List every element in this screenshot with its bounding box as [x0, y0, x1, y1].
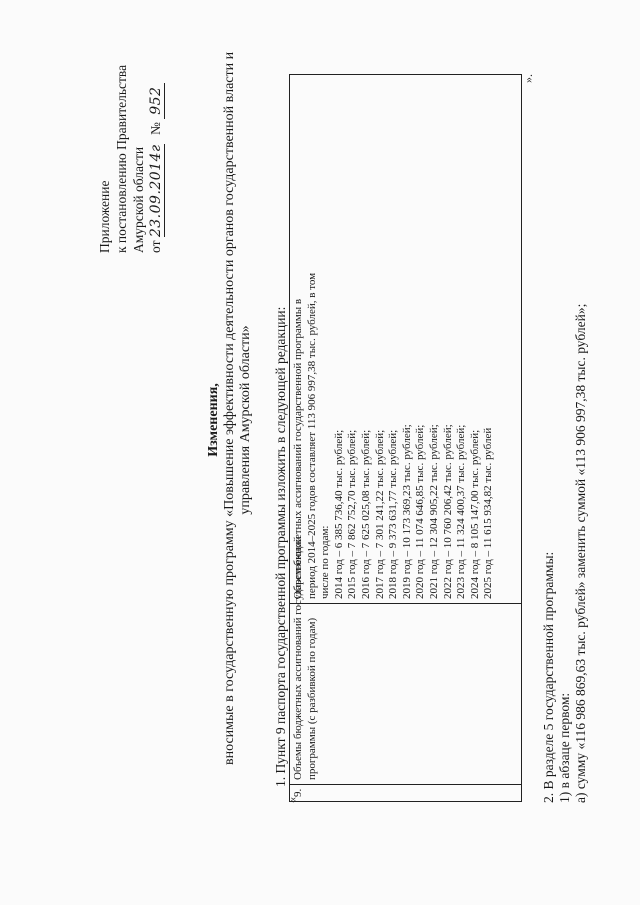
row-value-cell — [290, 75, 522, 604]
value-line: 2015 год – 7 862 752,70 тыс. рублей; — [346, 429, 359, 599]
value-line: числе по годам: — [319, 525, 332, 599]
value-line: 2024 год – 8 105 147,00 тыс. рублей; — [468, 429, 481, 599]
point-1-text: 1. Пункт 9 паспорта государственной программы изложить в следующей редакции: — [273, 306, 288, 787]
value-line: 2023 год – 11 324 400,37 тыс. рублей; — [455, 424, 468, 599]
document-heading — [206, 51, 254, 765]
number-prefix: № — [148, 122, 163, 136]
value-line: 2017 год – 7 301 241,22 тыс. рублей; — [373, 429, 386, 599]
point-2-line-3: а) сумму «116 986 869,63 тыс. рублей» заменить суммой «113 906 997,38 тыс. рублей»; — [573, 303, 588, 803]
date-prefix: от — [148, 240, 163, 253]
value-line: 2021 год – 12 304 905,22 тыс. рублей; — [427, 424, 440, 599]
point-2-line-2: 1) в абзаце первом: — [557, 692, 572, 803]
close-quote: ». — [521, 74, 535, 83]
passport-table — [289, 74, 522, 802]
value-line: 2018 год – 9 373 631,77 тыс. рублей; — [387, 429, 400, 599]
value-line: 2019 год – 10 173 369,23 тыс. рублей; — [400, 424, 413, 599]
point-2-block — [541, 304, 589, 803]
table-row — [290, 75, 522, 802]
appendix-date-line — [147, 65, 165, 253]
value-line: 2020 год – 11 074 646,85 тыс. рублей; — [414, 424, 427, 599]
value-line: 2022 год – 10 760 206,42 тыс. рублей; — [441, 424, 454, 599]
point-2-line-1: 2. В разделе 5 государственной программы: — [541, 551, 556, 803]
appendix-line-2: к постановлению Правительства — [114, 64, 129, 253]
date-handwritten: 23.09.2014г — [148, 144, 164, 238]
value-line: период 2014–2025 годов составляет 113 906 997,38 тыс. рублей, в том — [305, 272, 318, 599]
value-line: 2016 год – 7 625 025,08 тыс. рублей; — [359, 429, 372, 599]
row-name-line-2: программы (с разбивкой по годам) — [305, 617, 318, 780]
row-name-line-1: Объемы бюджетных ассигнований государственной — [292, 536, 304, 780]
value-line: 2025 год – 11 615 934,82 тыс. рублей — [482, 427, 495, 599]
appendix-line-1: Приложение — [97, 180, 112, 253]
open-quote: « — [285, 797, 299, 803]
heading-line-3: управления Амурской области» — [238, 325, 253, 515]
number-handwritten: 952 — [148, 83, 165, 119]
row-number: 9. — [290, 785, 522, 802]
appendix-line-3: Амурской области — [131, 146, 146, 253]
heading-title: Изменения, — [206, 383, 221, 457]
appendix-block — [96, 65, 165, 253]
heading-line-2: вносимые в государственную программу «Повышение эффективности деятельности органов государственной власти и — [222, 51, 237, 765]
value-line: 2014 год – 6 385 736,40 тыс. рублей; — [332, 429, 345, 599]
value-line: Объем бюджетных ассигнований государственной программы в — [292, 298, 304, 599]
